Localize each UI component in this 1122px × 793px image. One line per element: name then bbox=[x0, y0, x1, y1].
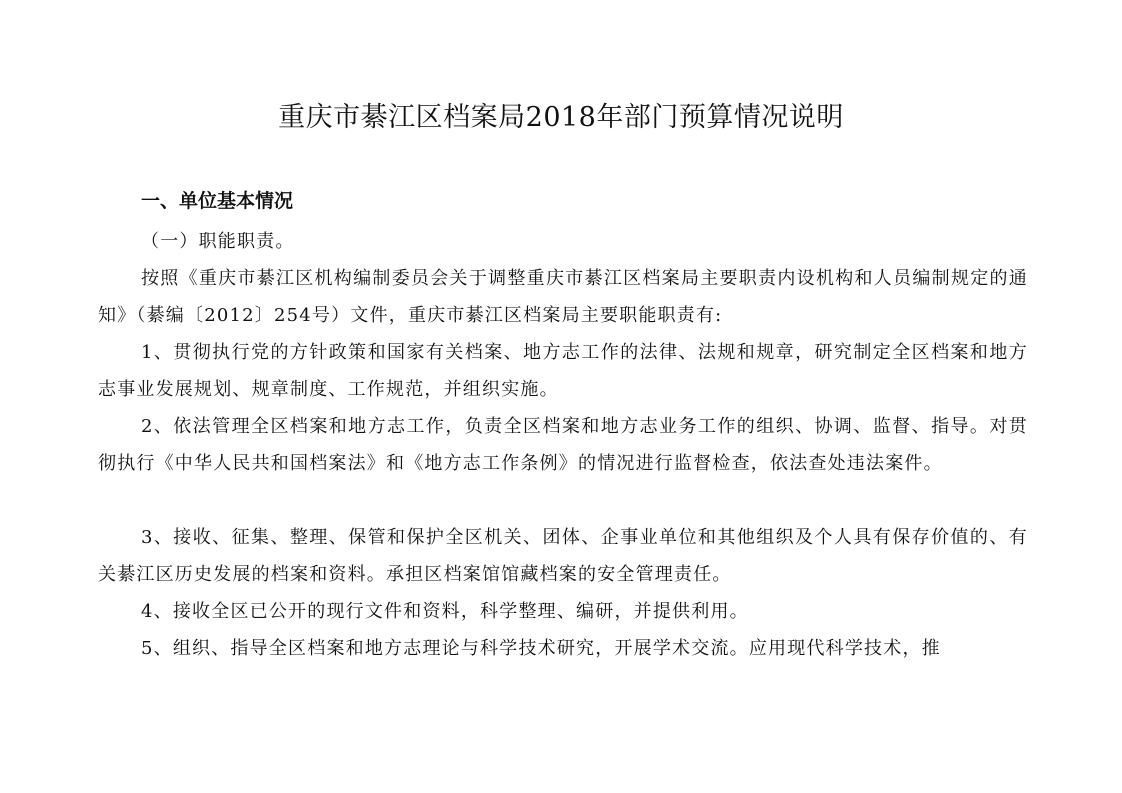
paragraph-item-2: 2、依法管理全区档案和地方志工作，负责全区档案和地方志业务工作的组织、协调、监督、指导。对贯彻执行《中华人民共和国档案法》和《地方志工作条例》的情况进行监督检查，依法查处违法案件。 bbox=[98, 416, 1028, 474]
paragraph-item-5: 5、组织、指导全区档案和地方志理论与科学技术研究，开展学术交流。应用现代科学技术，推 bbox=[141, 638, 941, 659]
paragraph-item-3: 3、接收、征集、整理、保管和保护全区机关、团体、企事业单位和其他组织及个人具有保存价值的、有关綦江区历史发展的档案和资料。承担区档案馆馆藏档案的安全管理责任。 bbox=[98, 527, 1028, 585]
paragraph-basis: 按照《重庆市綦江区机构编制委员会关于调整重庆市綦江区档案局主要职责内设机构和人员编制规定的通知》（綦编〔2012〕254号）文件，重庆市綦江区档案局主要职能职责有: bbox=[98, 268, 1028, 326]
section-heading: 一、单位基本情况 bbox=[141, 190, 294, 212]
subsection-heading: （一）职能职责。 bbox=[141, 231, 295, 252]
paragraph-item-1: 1、贯彻执行党的方针政策和国家有关档案、地方志工作的法律、法规和规章，研究制定全区档案和地方志事业发展规划、规章制度、工作规范，并组织实施。 bbox=[98, 342, 1028, 400]
page-title: 重庆市綦江区档案局2018年部门预算情况说明 bbox=[278, 102, 844, 133]
paragraph-item-4: 4、接收全区已公开的现行文件和资料，科学整理、编研，并提供利用。 bbox=[141, 601, 749, 622]
